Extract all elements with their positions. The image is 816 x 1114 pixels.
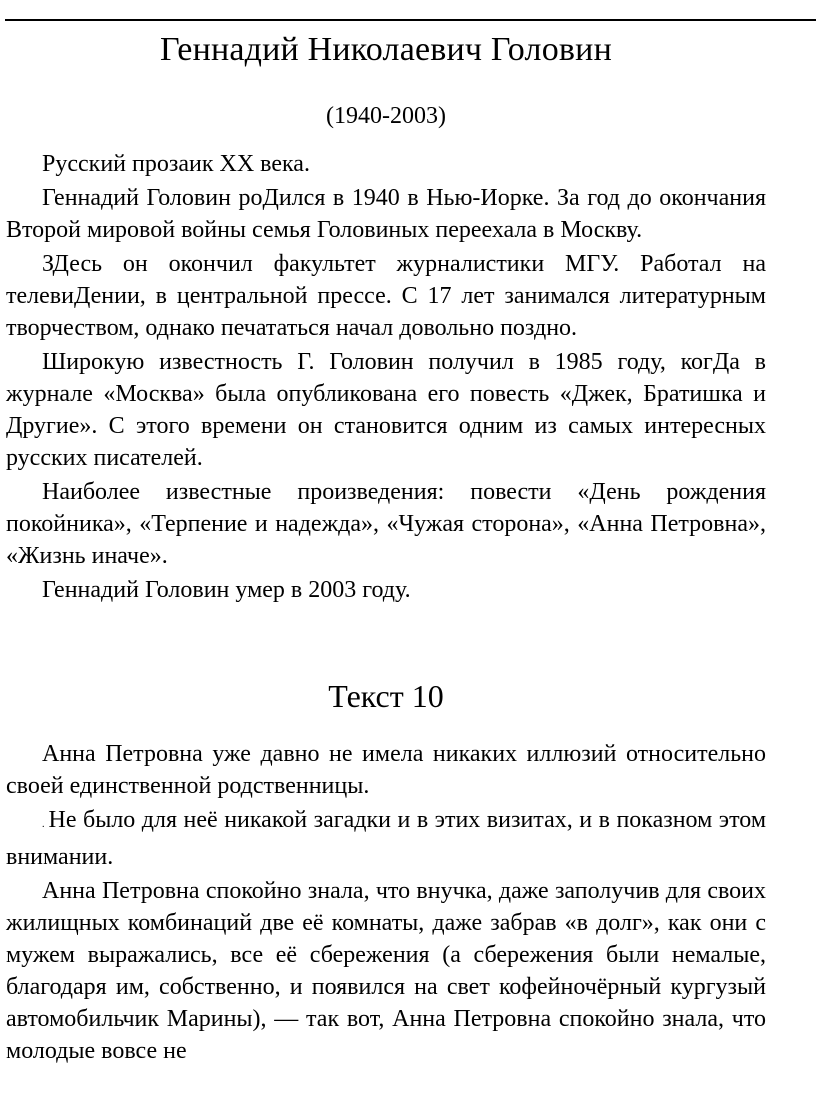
bio-paragraph-1: Русский прозаик XX века. bbox=[42, 151, 310, 177]
author-name-heading: Геннадий Николаевич Головин bbox=[160, 31, 612, 68]
document-page bbox=[6, 24, 766, 1067]
bio-paragraph-3: ЗДесь он окончил факультет журналистики МГУ. Работал на телевиДении, в центральной прессе. С 17 лет занимался литературным творчеством, однако печататься начал довольно поздно. bbox=[6, 251, 766, 341]
story-paragraph-3: Анна Петровна спокойно знала, что внучка, даже заполучив для своих жилищных комбинаций две её комнаты, даже забрав «в долг», как они с мужем выражались, все её сбережения (а сбережения были немалые, благодаря им, собственно, и появился на свет кофейночёрный кургузый автомобильчик Марины), — так вот, Анна Петровна спокойно знала, что молодые вовсе не bbox=[6, 878, 766, 1064]
bio-paragraph-6: Геннадий Головин умер в 2003 году. bbox=[42, 577, 411, 603]
bio-paragraph-4: Широкую известность Г. Головин получил в 1985 году, когДа в журнале «Москва» была опубликована его повесть «Джек, Братишка и Другие». С этого времени он становится одним из самых интересных русских писателей. bbox=[6, 349, 766, 471]
story-paragraph-2 bbox=[6, 804, 766, 873]
stray-mark: . bbox=[42, 819, 45, 830]
story-paragraph-1: Анна Петровна уже давно не имела никаких иллюзий относительно своей единственной родственницы. bbox=[6, 741, 766, 799]
text-number-heading: Текст 10 bbox=[328, 678, 444, 714]
top-rule bbox=[5, 19, 816, 21]
story-section bbox=[6, 738, 766, 1067]
bio-paragraph-5: Наиболее известные произведения: повести «День рождения покойника», «Терпение и надежда», «Чужая сторона», «Анна Петровна», «Жизнь иначе». bbox=[6, 479, 766, 569]
story-paragraph-2-text: Не было для неё никакой загадки и в этих визитах, и в показном этом внимании. bbox=[6, 807, 766, 870]
bio-paragraph-2: Геннадий Головин роДился в 1940 в Нью-Иорке. За год до окончания Второй мировой войны семья Головиных переехала в Москву. bbox=[6, 185, 766, 243]
biography-section bbox=[6, 148, 766, 606]
author-life-dates: (1940-2003) bbox=[326, 103, 446, 129]
